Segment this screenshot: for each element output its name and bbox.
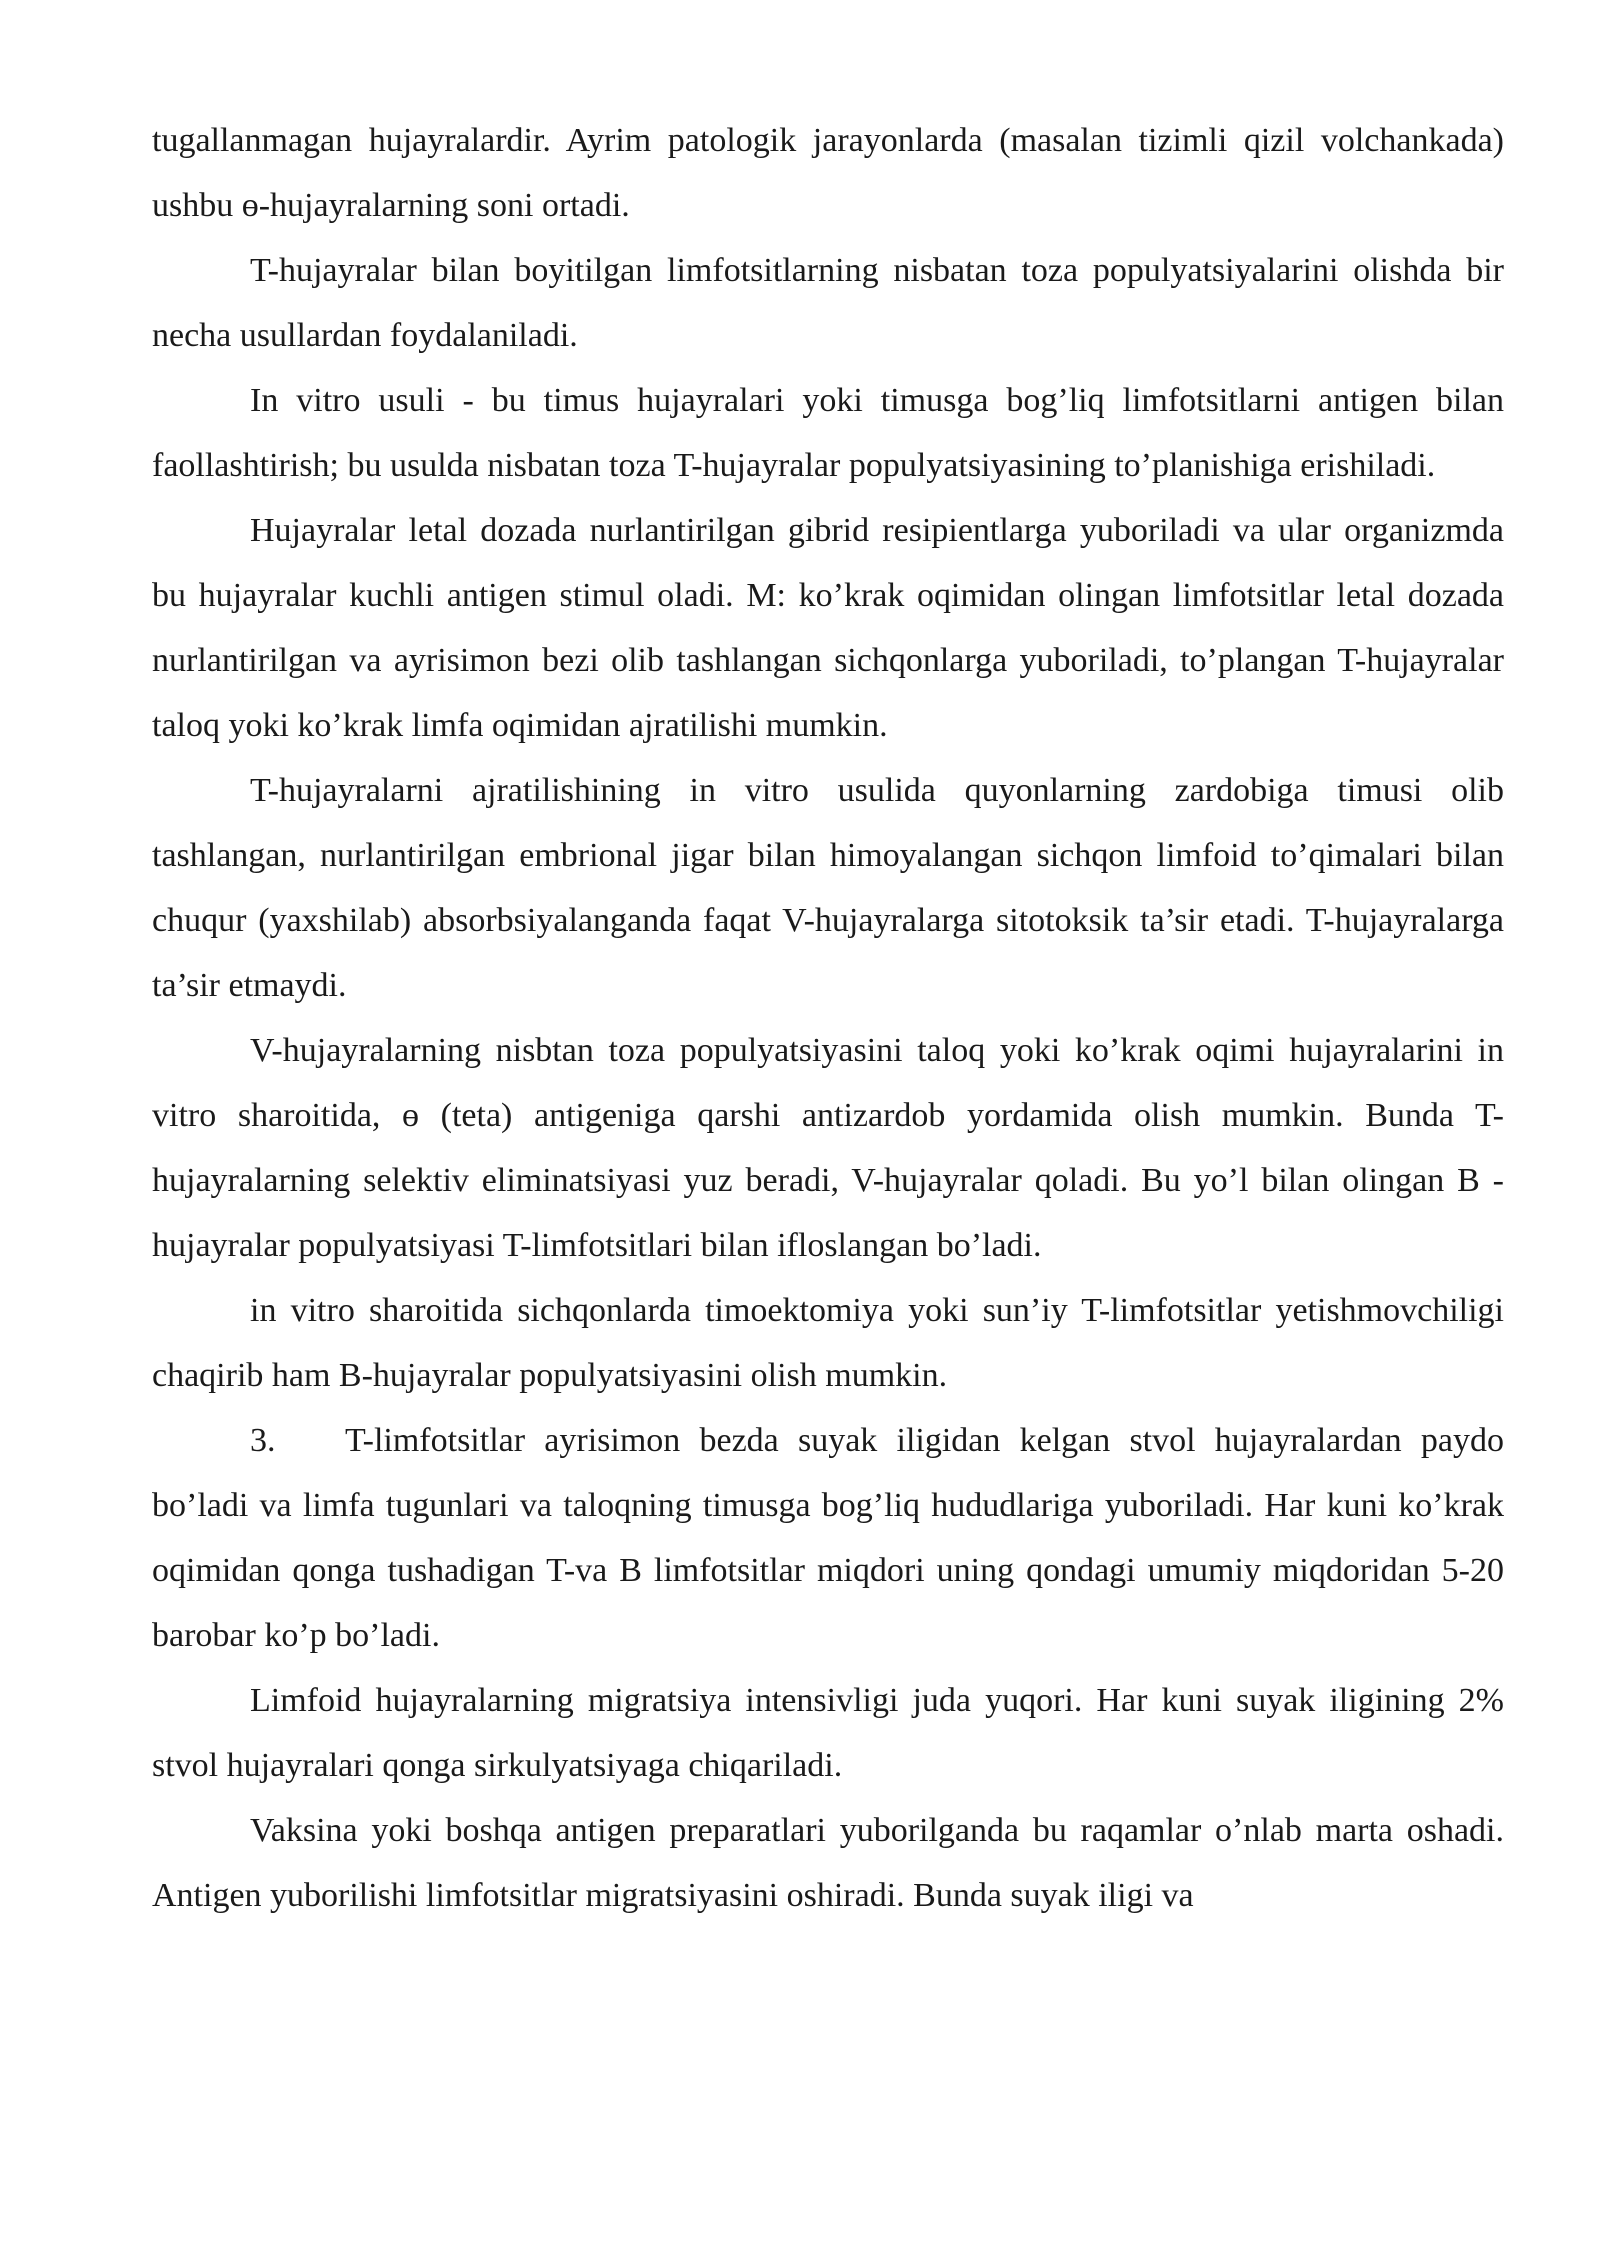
paragraph: tugallanmagan hujayralardir. Ayrim patologik jarayonlarda (masalan tizimli qizil volchankada) ushbu ɵ-hujayralarning soni ortadi. — [152, 122, 1504, 224]
paragraph: in vitro sharoitida sichqonlarda timoektomiya yoki sun’iy T-limfotsitlar yetishmovchiligi chaqirib ham B-hujayralar populyatsiyasini olish mumkin. — [152, 1292, 1504, 1394]
list-number: 3. — [250, 1422, 276, 1459]
document-page — [152, 108, 1504, 1928]
numbered-paragraph-text: T-limfotsitlar ayrisimon bezda suyak iligidan kelgan stvol hujayralardan paydo bo’ladi va limfa tugunlari va taloqning timusga bog’liq hududlariga yuboriladi. Har kuni ko’krak oqimidan qonga tushadigan T-va B limfotsitlar miqdori uning qondagi umumiy miqdoridan 5-20 barobar ko’p bo’ladi. — [152, 1422, 1504, 1654]
paragraph: T-hujayralar bilan boyitilgan limfotsitlarning nisbatan toza populyatsiyalarini olishda bir necha usullardan foydalaniladi. — [152, 252, 1504, 354]
paragraph: Limfoid hujayralarning migratsiya intensivligi juda yuqori. Har kuni suyak iligining 2% stvol hujayralari qonga sirkulyatsiyaga chiqariladi. — [152, 1682, 1504, 1784]
paragraph: V-hujayralarning nisbtan toza populyatsiyasini taloq yoki ko’krak oqimi hujayralarini in vitro sharoitida, ɵ (teta) antigeniga qarshi antizardob yordamida olish mumkin. Bunda T-hujayralarning selektiv eliminatsiyasi yuz beradi, V-hujayralar qoladi. Bu yo’l bilan olingan B -hujayralar populyatsiyasi T-limfotsitlari bilan ifloslangan bo’ladi. — [152, 1032, 1504, 1264]
paragraph: Vaksina yoki boshqa antigen preparatlari yuborilganda bu raqamlar o’nlab marta oshadi. Antigen yuborilishi limfotsitlar migratsiyasini oshiradi. Bunda suyak iligi va — [152, 1812, 1504, 1914]
paragraph: T-hujayralarni ajratilishining in vitro usulida quyonlarning zardobiga timusi olib tashlangan, nurlantirilgan embrional jigar bilan himoyalangan sichqon limfoid to’qimalari bilan chuqur (yaxshilab) absorbsiyalanganda faqat V-hujayralarga sitotoksik ta’sir etadi. T-hujayralarga ta’sir etmaydi. — [152, 772, 1504, 1004]
numbered-paragraph — [152, 1408, 1504, 1668]
paragraph: Hujayralar letal dozada nurlantirilgan gibrid resipientlarga yuboriladi va ular organizmda bu hujayralar kuchli antigen stimul oladi. M: ko’krak oqimidan olingan limfotsitlar letal dozada nurlantirilgan va ayrisimon bezi olib tashlangan sichqonlarga yuboriladi, to’plangan T-hujayralar taloq yoki ko’krak limfa oqimidan ajratilishi mumkin. — [152, 512, 1504, 744]
paragraph: In vitro usuli - bu timus hujayralari yoki timusga bog’liq limfotsitlarni antigen bilan faollashtirish; bu usulda nisbatan toza T-hujayralar populyatsiyasining to’planishiga erishiladi. — [152, 382, 1504, 484]
